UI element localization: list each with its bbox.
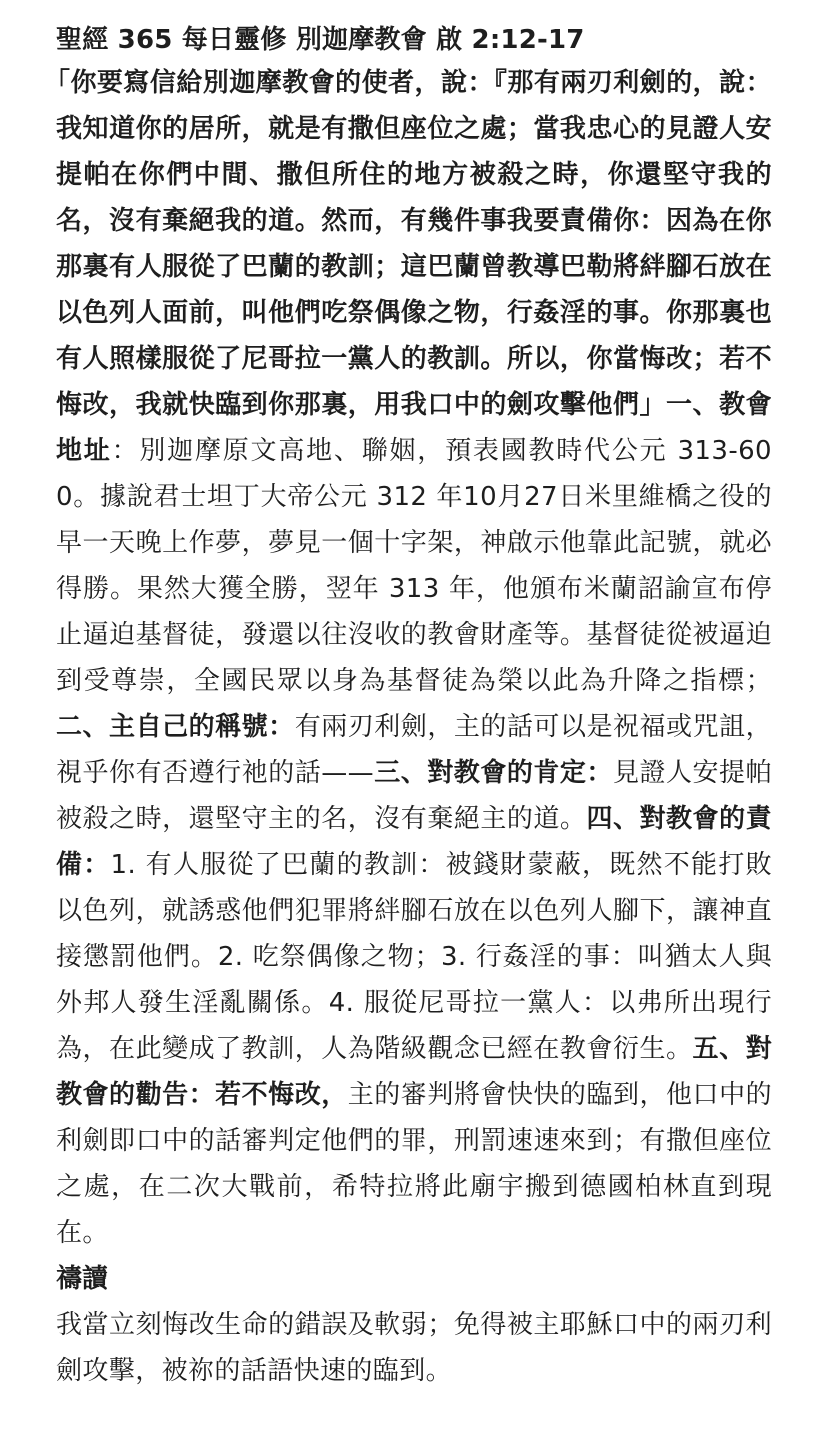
section-heading-lord-title: 二、主自己的稱號：	[56, 712, 295, 742]
scripture-quote: 「你要寫信給別迦摩教會的使者，說：『那有兩刃利劍的，說：我知道你的居所，就是有撒但座位之處；當我忠心的見證人安提帕在你們中間、撒但所住的地方被殺之時，你還堅守我的名，沒有棄絕我的道。然而，有幾件事我要責備你：因為在你那裏有人服從了巴蘭的教訓；這巴蘭曾教導巴勒將絆腳石放在以色列人面前，叫他們吃祭偶像之物，行姦淫的事。你那裏也有人照樣服從了尼哥拉一黨人的教訓。所以，你當悔改；若不悔改，我就快臨到你那裏，用我口中的劍攻擊他們」	[44, 68, 772, 420]
devotional-body	[44, 60, 773, 1256]
section-text-church-address: ：別迦摩原文高地、聯姻，預表國教時代公元 313-600。據說君士坦丁大帝公元 312 年10月27日米里維橋之役的早一天晚上作夢，夢見一個十字架，神啟示他靠此記號，就必得勝。果然大獲全勝，翌年 313 年，他頒布米蘭詔諭宣布停止逼迫基督徒，發還以往沒收的教會財產等。基督徒從被逼迫到受尊崇，全國民眾以身為基督徒為榮以此為升降之指標；	[56, 436, 772, 696]
section-text-lord-title: 有兩刃利劍，主的話可以是祝福或咒詛，視乎你有否遵行祂的話——	[56, 712, 773, 788]
section-heading-affirmation: 三、對教會的肯定：	[374, 758, 613, 788]
section-heading-rebuke: 四、對教會的責備：	[56, 804, 772, 880]
page-title: 聖經 365 每日靈修 別迦摩教會 啟 2:12-17	[56, 25, 585, 55]
prayer-text: 我當立刻悔改生命的錯誤及軟弱；免得被主耶穌口中的兩刃利劍攻擊，被祢的話語快速的臨到。	[56, 1310, 772, 1386]
section-text-exhortation: 主的審判將會快快的臨到，他口中的利劍即口中的話審判定他們的罪，刑罰速速來到；有撒但座位之處，在二次大戰前，希特拉將此廟宇搬到德國柏林直到現在。	[56, 1080, 772, 1248]
section-heading-church-address: 一、教會地址	[56, 390, 772, 466]
section-heading-exhortation: 五、對教會的勸告：若不悔改，	[56, 1034, 772, 1110]
prayer-heading: 禱讀	[56, 1264, 109, 1294]
section-text-affirmation: 見證人安提帕被殺之時，還堅守主的名，沒有棄絕主的道。	[56, 758, 772, 834]
devotional-page	[44, 0, 773, 1394]
section-text-rebuke: 1. 有人服從了巴蘭的教訓：被錢財蒙蔽，既然不能打敗以色列，就誘惑他們犯罪將絆腳石放在以色列人腳下，讓神直接懲罰他們。2. 吃祭偶像之物；3. 行姦淫的事：叫猶太人與外邦人發生淫亂關係。4. 服從尼哥拉一黨人：以弗所出現行為，在此變成了教訓，人為階級觀念已經在教會衍生。	[56, 850, 772, 1064]
